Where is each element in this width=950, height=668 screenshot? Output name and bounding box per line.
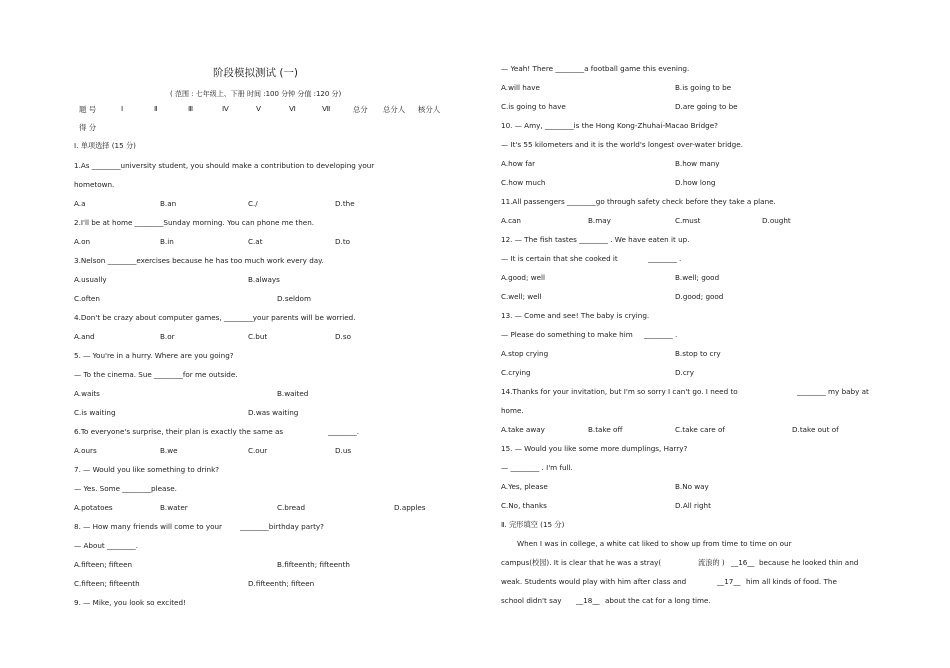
cloze-blank: __17__	[717, 577, 741, 586]
option: D.was waiting	[248, 408, 299, 417]
option: A.ours	[74, 446, 97, 455]
option: A.and	[74, 332, 95, 341]
option: C.how much	[501, 178, 546, 187]
option: B.how many	[675, 159, 720, 168]
question-9-cont: — Yeah! There ________a football game this evening.	[501, 64, 690, 73]
score-col: Ⅵ	[289, 104, 296, 113]
option: C.crying	[501, 368, 531, 377]
question-12: 12. — The fish tastes ________ . We have eaten it up.	[501, 235, 690, 244]
option: D.All right	[675, 501, 711, 510]
question-11: 11.All passengers ________go through safety check before they take a plane.	[501, 197, 776, 206]
score-col: Ⅳ	[222, 104, 229, 113]
section-heading: Ⅰ. 单项选择 (15 分)	[74, 141, 136, 150]
question-6: 6.To everyone's surprise, their plan is exactly the same as	[74, 427, 284, 436]
score-col: 核分人	[418, 105, 441, 114]
option: D.us	[335, 446, 352, 455]
score-col: Ⅰ	[121, 104, 124, 113]
passage-gloss: 流浪的 )	[698, 558, 725, 567]
score-col: Ⅲ	[188, 104, 194, 113]
section-heading: Ⅱ. 完形填空 (15 分)	[501, 520, 565, 529]
question-5: 5. — You're in a hurry. Where are you going?	[74, 351, 234, 360]
option: C.often	[74, 294, 100, 303]
option: C./	[248, 199, 258, 208]
question-15-cont: — ________ . I'm full.	[501, 463, 573, 472]
option: A.how far	[501, 159, 536, 168]
option: C.is going to have	[501, 102, 566, 111]
answer-blank: ________ .	[648, 254, 682, 263]
option: A.fifteen; fifteen	[74, 560, 133, 569]
question-2: 2.I'll be at home ________Sunday morning. You can phone me then.	[74, 218, 315, 227]
option: A.can	[501, 216, 521, 225]
option: B.we	[160, 446, 178, 455]
option: A.on	[74, 237, 91, 246]
option: B.is going to be	[675, 83, 732, 92]
option: A.waits	[74, 389, 100, 398]
option: C.but	[248, 332, 268, 341]
question-8-cont: — About ________.	[74, 541, 139, 550]
question-8: 8. — How many friends will come to your	[74, 522, 223, 531]
option: D.seldom	[277, 294, 311, 303]
option: D.are going to be	[675, 102, 738, 111]
option: A.stop crying	[501, 349, 549, 358]
option: C.No, thanks	[501, 501, 547, 510]
option: D.ought	[762, 216, 791, 225]
option: B.water	[160, 503, 188, 512]
option: C.at	[248, 237, 263, 246]
passage-line: campus(校园). It is clear that he was a stray(	[501, 558, 662, 567]
option: D.cry	[675, 368, 694, 377]
question-14: 14.Thanks for your invitation, but I'm so sorry I can't go. I need to	[501, 387, 738, 396]
question-10-cont: — It's 55 kilometers and it is the world's longest over-water bridge.	[501, 140, 743, 149]
option: A.good; well	[501, 273, 545, 282]
question-7: 7. — Would you like something to drink?	[74, 465, 220, 474]
cloze-blank: __16__	[731, 558, 755, 567]
option: D.to	[335, 237, 351, 246]
passage-line: him all kinds of food. The	[746, 577, 837, 586]
option: C.must	[675, 216, 701, 225]
option: C.fifteen; fifteenth	[74, 579, 140, 588]
option: B.take off	[588, 425, 623, 434]
option: C.is waiting	[74, 408, 116, 417]
passage-line: about the cat for a long time.	[605, 596, 711, 605]
option: B.fifteenth; fifteenth	[277, 560, 350, 569]
question-13-cont: — Please do something to make him	[501, 330, 633, 339]
option: D.fifteenth; fifteen	[248, 579, 315, 588]
option: D.so	[335, 332, 351, 341]
answer-blank: ________birthday party?	[240, 522, 324, 531]
passage-line: school didn't say	[501, 596, 562, 605]
question-12-cont: — It is certain that she cooked it	[501, 254, 618, 263]
question-10: 10. — Amy, ________is the Hong Kong-Zhuhai-Macao Bridge?	[501, 121, 718, 130]
option: A.Yes, please	[501, 482, 548, 491]
question-4: 4.Don't be crazy about computer games, ________your parents will be worried.	[74, 313, 356, 322]
option: B.may	[588, 216, 611, 225]
exam-info: ( 范围 : 七年级上、下册 时间 :100 分钟 分值 :120 分)	[170, 90, 342, 98]
cloze-blank: __18__	[576, 596, 600, 605]
option: C.take care of	[675, 425, 725, 434]
option: B.an	[160, 199, 177, 208]
question-13: 13. — Come and see! The baby is crying.	[501, 311, 650, 320]
passage-line: because he looked thin and	[759, 558, 859, 567]
option: A.usually	[74, 275, 107, 284]
passage-line: When I was in college, a white cat liked to show up from time to time on our	[517, 539, 792, 548]
passage-line: weak. Students would play with him after class and	[501, 577, 687, 586]
question-14-cont: home.	[501, 406, 524, 415]
question-5-cont: — To the cinema. Sue ________for me outside.	[74, 370, 238, 379]
question-7-cont: — Yes. Some ________please.	[74, 484, 177, 493]
option: D.take out of	[792, 425, 839, 434]
page-title: 阶段模拟测试 (一)	[213, 67, 299, 79]
option: B.well; good	[675, 273, 720, 282]
option: B.in	[160, 237, 174, 246]
question-15: 15. — Would you like some more dumplings, Harry?	[501, 444, 688, 453]
option: D.good; good	[675, 292, 724, 301]
question-1-cont: hometown.	[74, 180, 115, 189]
option: A.potatoes	[74, 503, 113, 512]
question-3: 3.Nelson ________exercises because he has too much work every day.	[74, 256, 324, 265]
score-col-label: 题 号	[79, 105, 97, 114]
option: B.stop to cry	[675, 349, 721, 358]
score-col: Ⅱ	[154, 104, 158, 113]
answer-blank: ________ .	[644, 330, 678, 339]
option: B.always	[248, 275, 280, 284]
question-1: 1.As ________university student, you should make a contribution to developing your	[74, 161, 375, 170]
score-col: 总分人	[383, 105, 406, 114]
option: C.well; well	[501, 292, 542, 301]
option: D.the	[335, 199, 355, 208]
answer-blank: ________ my baby at	[797, 387, 869, 396]
option: C.our	[248, 446, 268, 455]
option: B.waited	[277, 389, 309, 398]
score-col: 总分	[353, 105, 368, 114]
option: D.apples	[394, 503, 426, 512]
question-9: 9. — Mike, you look so excited!	[74, 598, 186, 607]
option: C.bread	[277, 503, 306, 512]
option: D.how long	[675, 178, 716, 187]
score-col: Ⅴ	[256, 104, 262, 113]
answer-blank: ________.	[328, 427, 360, 436]
score-col: Ⅶ	[322, 104, 331, 113]
option: A.a	[74, 199, 86, 208]
option: B.No way	[675, 482, 709, 491]
score-row-label: 得 分	[79, 123, 97, 132]
option: A.take away	[501, 425, 545, 434]
option: B.or	[160, 332, 175, 341]
option: A.will have	[501, 83, 540, 92]
